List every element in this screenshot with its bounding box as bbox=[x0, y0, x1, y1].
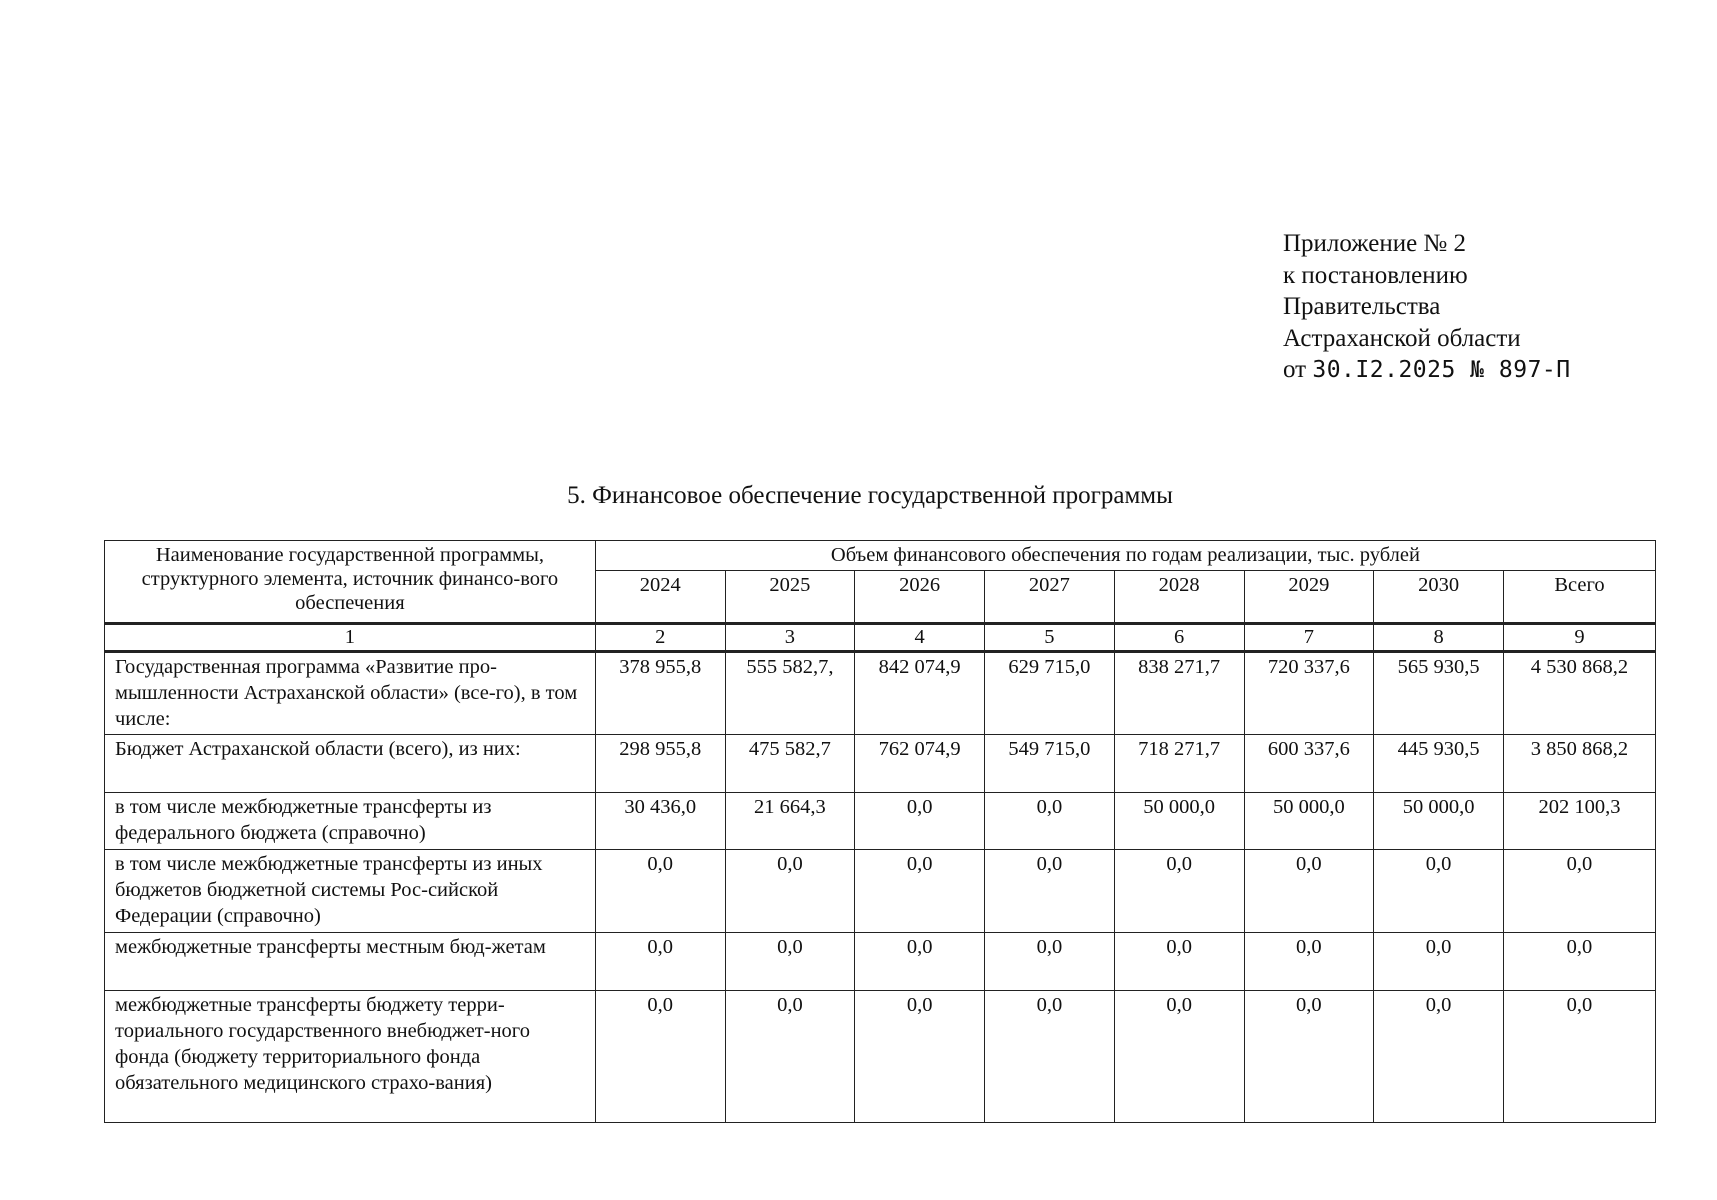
row-value: 21 664,3 bbox=[725, 793, 855, 850]
row-value: 0,0 bbox=[985, 991, 1115, 1123]
header-row-group bbox=[105, 541, 1656, 571]
row-value: 0,0 bbox=[1244, 991, 1374, 1123]
row-value: 0,0 bbox=[1114, 850, 1244, 933]
year-header: 2027 bbox=[985, 571, 1115, 624]
row-total: 0,0 bbox=[1503, 991, 1655, 1123]
table-row bbox=[105, 991, 1656, 1123]
row-value: 0,0 bbox=[1114, 933, 1244, 991]
row-value: 0,0 bbox=[985, 933, 1115, 991]
row-value: 0,0 bbox=[855, 793, 985, 850]
column-number: 1 bbox=[105, 624, 596, 652]
row-value: 842 074,9 bbox=[855, 652, 985, 735]
row-value: 50 000,0 bbox=[1114, 793, 1244, 850]
year-header: 2024 bbox=[595, 571, 725, 624]
table-row bbox=[105, 933, 1656, 991]
row-value: 30 436,0 bbox=[595, 793, 725, 850]
column-number: 2 bbox=[595, 624, 725, 652]
row-value: 475 582,7 bbox=[725, 735, 855, 793]
row-value: 298 955,8 bbox=[595, 735, 725, 793]
row-value: 0,0 bbox=[595, 991, 725, 1123]
row-value: 0,0 bbox=[1244, 850, 1374, 933]
row-total: 202 100,3 bbox=[1503, 793, 1655, 850]
row-value: 50 000,0 bbox=[1374, 793, 1504, 850]
annex-title: Приложение № 2 bbox=[1283, 230, 1467, 257]
column-number: 6 bbox=[1114, 624, 1244, 652]
row-value: 0,0 bbox=[725, 850, 855, 933]
row-value: 0,0 bbox=[595, 850, 725, 933]
row-value: 555 582,7, bbox=[725, 652, 855, 735]
row-value: 0,0 bbox=[985, 850, 1115, 933]
table-row bbox=[105, 850, 1656, 933]
column-number-row bbox=[105, 624, 1656, 652]
row-value: 378 955,8 bbox=[595, 652, 725, 735]
year-header: 2030 bbox=[1374, 571, 1504, 624]
row-total: 0,0 bbox=[1503, 933, 1655, 991]
column-number: 7 bbox=[1244, 624, 1374, 652]
annex-line-resolution: к постановлению bbox=[1283, 261, 1468, 289]
row-value: 0,0 bbox=[985, 793, 1115, 850]
table-row bbox=[105, 735, 1656, 793]
year-header: 2028 bbox=[1114, 571, 1244, 624]
total-header: Всего bbox=[1503, 571, 1655, 624]
row-value: 0,0 bbox=[1114, 991, 1244, 1123]
row-name: межбюджетные трансферты местным бюд-жетам bbox=[105, 933, 596, 991]
row-total: 3 850 868,2 bbox=[1503, 735, 1655, 793]
row-value: 0,0 bbox=[1244, 933, 1374, 991]
name-column-header: Наименование государственной программы, структурного элемента, источник финансо-вого обеспечения bbox=[105, 541, 596, 624]
row-value: 0,0 bbox=[855, 850, 985, 933]
row-name: в том числе межбюджетные трансферты из федерального бюджета (справочно) bbox=[105, 793, 596, 850]
table-row bbox=[105, 652, 1656, 735]
column-number: 4 bbox=[855, 624, 985, 652]
column-number: 3 bbox=[725, 624, 855, 652]
row-name: межбюджетные трансферты бюджету терри-ториального государственного внебюджет-ного фонда (бюджету территориального фонда обязательного медицинского страхо-вания) bbox=[105, 991, 596, 1123]
row-value: 0,0 bbox=[1374, 850, 1504, 933]
row-value: 0,0 bbox=[725, 933, 855, 991]
row-value: 838 271,7 bbox=[1114, 652, 1244, 735]
row-value: 565 930,5 bbox=[1374, 652, 1504, 735]
row-value: 629 715,0 bbox=[985, 652, 1115, 735]
row-value: 445 930,5 bbox=[1374, 735, 1504, 793]
row-total: 0,0 bbox=[1503, 850, 1655, 933]
table-row bbox=[105, 793, 1656, 850]
row-value: 549 715,0 bbox=[985, 735, 1115, 793]
group-header: Объем финансового обеспечения по годам реализации, тыс. рублей bbox=[595, 541, 1655, 571]
row-value: 718 271,7 bbox=[1114, 735, 1244, 793]
row-total: 4 530 868,2 bbox=[1503, 652, 1655, 735]
column-number: 8 bbox=[1374, 624, 1504, 652]
row-value: 762 074,9 bbox=[855, 735, 985, 793]
row-value: 600 337,6 bbox=[1244, 735, 1374, 793]
row-value: 0,0 bbox=[855, 991, 985, 1123]
row-value: 0,0 bbox=[595, 933, 725, 991]
row-name: Государственная программа «Развитие про-мышленности Астраханской области» (все-го), в том числе: bbox=[105, 652, 596, 735]
row-name: в том числе межбюджетные трансферты из иных бюджетов бюджетной системы Рос-сийской Федерации (справочно) bbox=[105, 850, 596, 933]
annex-line-government: Правительства bbox=[1283, 293, 1441, 320]
row-name: Бюджет Астраханской области (всего), из них: bbox=[105, 735, 596, 793]
annex-date-prefix: от bbox=[1283, 356, 1307, 383]
column-number: 5 bbox=[985, 624, 1115, 652]
annex-date-number: 30.I2.2025 № 897-П bbox=[1312, 357, 1571, 383]
section-title: 5. Финансовое обеспечение государственной программы bbox=[567, 482, 1173, 509]
row-value: 0,0 bbox=[1374, 991, 1504, 1123]
year-header: 2026 bbox=[855, 571, 985, 624]
row-value: 0,0 bbox=[725, 991, 855, 1123]
row-value: 720 337,6 bbox=[1244, 652, 1374, 735]
year-header: 2029 bbox=[1244, 571, 1374, 624]
row-value: 50 000,0 bbox=[1244, 793, 1374, 850]
annex-line-region: Астраханской области bbox=[1283, 324, 1521, 352]
annex-date-line bbox=[1283, 354, 1571, 387]
row-value: 0,0 bbox=[1374, 933, 1504, 991]
column-number: 9 bbox=[1503, 624, 1655, 652]
year-header: 2025 bbox=[725, 571, 855, 624]
row-value: 0,0 bbox=[855, 933, 985, 991]
annex-block bbox=[1283, 228, 1571, 387]
financing-table bbox=[104, 540, 1656, 1123]
